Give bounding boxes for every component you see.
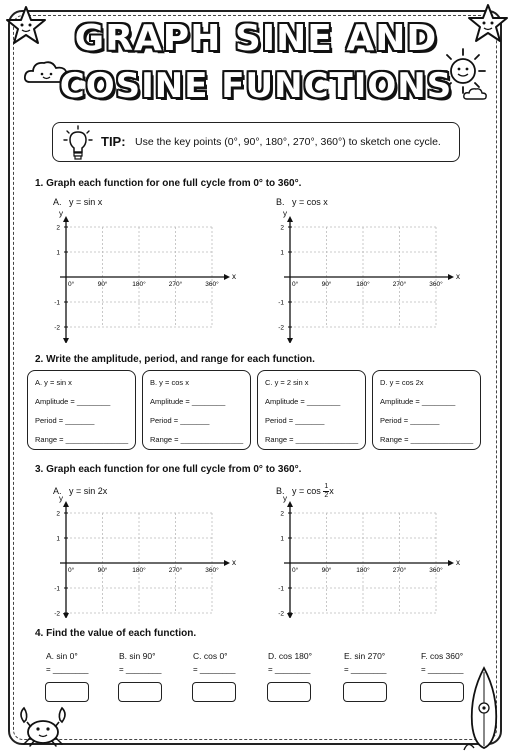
y-tick-label: -1 bbox=[278, 585, 284, 593]
x-tick-label: 90° bbox=[97, 567, 108, 574]
q2-heading: 2. Write the amplitude, period, and range for each function. bbox=[35, 354, 315, 365]
q3b-letter: B. bbox=[276, 485, 285, 496]
tip-box bbox=[52, 122, 460, 162]
x-axis-arrow bbox=[448, 560, 454, 566]
q4d-answer-line[interactable]: = ________ bbox=[268, 665, 311, 674]
y-axis-arrow bbox=[63, 216, 69, 222]
x-axis-arrow bbox=[224, 560, 230, 566]
y-tick-label: -2 bbox=[54, 324, 60, 332]
q2a-title: A. y = sin x bbox=[35, 378, 72, 387]
q3b-func-suffix: x bbox=[329, 485, 334, 496]
x-axis-label: x bbox=[232, 558, 236, 567]
x-tick-label: 360° bbox=[429, 281, 443, 288]
x-axis-label: x bbox=[456, 272, 460, 281]
x-tick-label: 360° bbox=[429, 567, 443, 574]
x-tick-label: 270° bbox=[168, 281, 183, 288]
y-axis-arrow-down bbox=[63, 613, 69, 618]
x-tick-label: 270° bbox=[392, 567, 407, 574]
x-tick-label: 0° bbox=[68, 281, 75, 288]
x-tick-label: 90° bbox=[321, 567, 332, 574]
q4b-answer-line[interactable]: = ________ bbox=[119, 665, 162, 674]
q2b-period[interactable]: Period = _______ bbox=[150, 416, 210, 425]
y-tick-label: -2 bbox=[278, 610, 284, 618]
q2a-amplitude[interactable]: Amplitude = ________ bbox=[35, 397, 111, 406]
y-tick-label: -1 bbox=[54, 585, 60, 593]
q4f-answer-box[interactable] bbox=[420, 682, 464, 702]
surfboard-icon bbox=[462, 664, 506, 752]
graph-q3b[interactable] bbox=[272, 490, 472, 618]
q2a-range[interactable]: Range = _______________ bbox=[35, 435, 129, 444]
y-axis-label: y bbox=[283, 209, 287, 218]
q2-box-a bbox=[27, 370, 136, 450]
q2b-amplitude[interactable]: Amplitude = ________ bbox=[150, 397, 226, 406]
q2-box-b bbox=[142, 370, 251, 450]
q2d-amplitude[interactable]: Amplitude = ________ bbox=[380, 397, 456, 406]
x-axis-arrow bbox=[448, 274, 454, 280]
x-tick-label: 0° bbox=[292, 567, 299, 574]
q3b-numerator: 1 bbox=[324, 483, 329, 490]
q2d-period[interactable]: Period = _______ bbox=[380, 416, 440, 425]
x-axis-arrow bbox=[224, 274, 230, 280]
q2c-title: C. y = 2 sin x bbox=[265, 378, 309, 387]
q2d-title: D. y = cos 2x bbox=[380, 378, 424, 387]
y-tick-label: 2 bbox=[56, 510, 60, 518]
q2-box-d bbox=[372, 370, 481, 450]
x-tick-label: 180° bbox=[356, 567, 370, 574]
q3a-func: y = sin 2x bbox=[69, 486, 108, 496]
q2a-period[interactable]: Period = _______ bbox=[35, 416, 95, 425]
q2c-amplitude[interactable]: Amplitude = ________ bbox=[265, 397, 341, 406]
q1a-func: y = sin x bbox=[69, 197, 103, 207]
x-tick-label: 0° bbox=[292, 281, 299, 288]
title-line-1: GRAPH SINE AND bbox=[74, 18, 438, 59]
x-tick-label: 0° bbox=[68, 567, 75, 574]
q4c-answer-line[interactable]: = ________ bbox=[193, 665, 236, 674]
q4d-answer-box[interactable] bbox=[267, 682, 311, 702]
q3a-letter: A. bbox=[53, 486, 62, 496]
q4-heading: 4. Find the value of each function. bbox=[35, 628, 197, 639]
x-axis-label: x bbox=[232, 272, 236, 281]
title-line-2: COSINE FUNCTIONS bbox=[59, 66, 453, 106]
graph-q1a[interactable] bbox=[48, 205, 248, 343]
crab-icon bbox=[14, 700, 72, 748]
q4b-answer-box[interactable] bbox=[118, 682, 162, 702]
q2b-range[interactable]: Range = _______________ bbox=[150, 435, 244, 444]
graph-q1b[interactable] bbox=[272, 205, 472, 343]
q2b-title: B. y = cos x bbox=[150, 378, 189, 387]
q2d-range[interactable]: Range = _______________ bbox=[380, 435, 474, 444]
y-tick-label: 1 bbox=[280, 249, 284, 257]
y-tick-label: 1 bbox=[280, 535, 284, 543]
x-tick-label: 360° bbox=[205, 281, 219, 288]
tip-text: Use the key points (0°, 90°, 180°, 270°, 360°) to sketch one cycle. bbox=[135, 136, 441, 148]
y-tick-label: 2 bbox=[280, 224, 284, 232]
y-axis-label: y bbox=[59, 494, 63, 503]
x-tick-label: 180° bbox=[132, 281, 146, 288]
x-tick-label: 90° bbox=[321, 281, 332, 288]
q1b-letter: B. bbox=[276, 197, 285, 207]
q4f-answer-line[interactable]: = ________ bbox=[421, 665, 464, 674]
y-tick-label: -2 bbox=[54, 610, 60, 618]
q4c-answer-box[interactable] bbox=[192, 682, 236, 702]
x-tick-label: 270° bbox=[168, 567, 183, 574]
x-tick-label: 180° bbox=[356, 281, 370, 288]
x-axis-label: x bbox=[456, 558, 460, 567]
q1-heading: 1. Graph each function for one full cycle from 0° to 360°. bbox=[35, 178, 302, 189]
q4b-label: B. sin 90° bbox=[119, 651, 156, 661]
q3b-denominator: 2 bbox=[324, 492, 329, 499]
q1b-func: y = cos x bbox=[292, 197, 328, 207]
y-axis-arrow bbox=[63, 501, 69, 507]
x-tick-label: 90° bbox=[97, 281, 108, 288]
y-tick-label: 2 bbox=[56, 224, 60, 232]
tip-label: TIP: bbox=[101, 134, 126, 149]
x-tick-label: 270° bbox=[392, 281, 407, 288]
y-axis-arrow bbox=[287, 501, 293, 507]
y-tick-label: 1 bbox=[56, 249, 60, 257]
x-tick-label: 360° bbox=[205, 567, 219, 574]
y-axis-arrow bbox=[287, 216, 293, 222]
y-tick-label: -1 bbox=[278, 299, 284, 307]
q4c-label: C. cos 0° bbox=[193, 651, 228, 661]
y-axis-label: y bbox=[59, 209, 63, 218]
x-tick-label: 180° bbox=[132, 567, 146, 574]
y-axis-label: y bbox=[283, 494, 287, 503]
q3-heading: 3. Graph each function for one full cycle from 0° to 360°. bbox=[35, 464, 302, 475]
q4e-label: E. sin 270° bbox=[344, 651, 386, 661]
y-axis-arrow-down bbox=[287, 613, 293, 618]
y-tick-label: -2 bbox=[278, 324, 284, 332]
y-axis-arrow-down bbox=[287, 338, 293, 343]
q4f-label: F. cos 360° bbox=[421, 651, 464, 661]
q4e-answer-box[interactable] bbox=[343, 682, 387, 702]
y-tick-label: -1 bbox=[54, 299, 60, 307]
q1a-letter: A. bbox=[53, 197, 62, 207]
q4a-label: A. sin 0° bbox=[46, 651, 78, 661]
lightbulb-icon bbox=[63, 125, 93, 161]
q4a-answer-box[interactable] bbox=[45, 682, 89, 702]
q4a-answer-line[interactable]: = ________ bbox=[46, 665, 89, 674]
y-tick-label: 1 bbox=[56, 535, 60, 543]
q2c-range[interactable]: Range = _______________ bbox=[265, 435, 359, 444]
q2-box-c bbox=[257, 370, 366, 450]
q3b-func-prefix: y = cos bbox=[292, 485, 321, 496]
q4e-answer-line[interactable]: = ________ bbox=[344, 665, 387, 674]
y-axis-arrow-down bbox=[63, 338, 69, 343]
graph-q3a[interactable] bbox=[48, 490, 248, 618]
q2c-period[interactable]: Period = _______ bbox=[265, 416, 325, 425]
q4d-label: D. cos 180° bbox=[268, 651, 313, 661]
y-tick-label: 2 bbox=[280, 510, 284, 518]
